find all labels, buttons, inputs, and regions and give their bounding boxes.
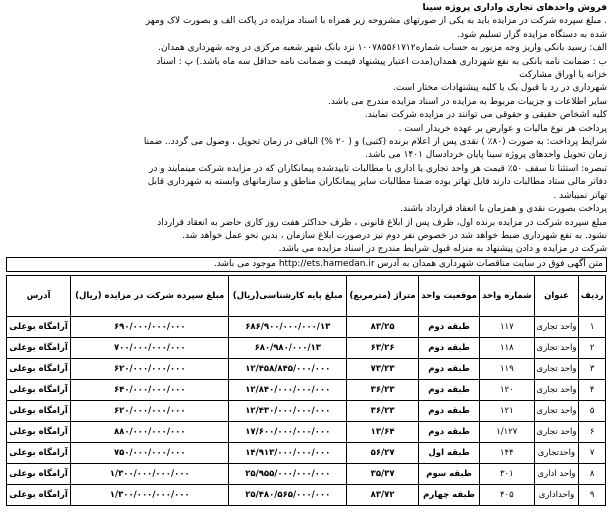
cell-unit-number: ۴۰۵ [480, 485, 534, 506]
notice-line: مبلغ سپرده شرکت در مزایده برنده اول، ظرف پس از ابلاغ قانونی ، ظرف حداکثر هفت روز کاری حاضر به انعقاد قرارداد [157, 217, 607, 228]
table-row [7, 380, 606, 401]
cell-row-number: ۷ [579, 443, 606, 464]
header-unit-number: شماره واحد [480, 276, 534, 317]
notice-line: . مبلغ سپرده شرکت در مزایده باید به یکی از صورتهای مشروحه زیر همراه با اسناد مزایده در پاکت الف و بصورت لاک ومهر [145, 16, 607, 27]
cell-row-number: ۶ [579, 422, 606, 443]
notice-line: پرداخت بصورت نقدی و همزمان با انعقاد قرارداد باشند. [400, 204, 607, 215]
header-deposit: مبلغ سپرده شرکت در مزایده (ریال) [71, 276, 229, 317]
cell-deposit: ۶۴۰/۰۰۰/۰۰۰/۰۰۰ [71, 380, 229, 401]
notice-line: کلیه اشخاص حقیقی و حقوقی می توانند در مزایده شرکت نمایند. [364, 110, 607, 121]
table-row [7, 443, 606, 464]
cell-title: واحد تجاری [534, 338, 579, 359]
cell-address: آرامگاه بوعلی [7, 422, 71, 443]
cell-base-price: ۲۵/۹۵۵/۰۰۰/۰۰۰/۰۰۰ [229, 464, 347, 485]
notice-line: شهرداری در رد یا قبول یک یا کلیه پیشنهادات مختار است. [393, 83, 607, 94]
cell-unit-location: طبقه دوم [419, 380, 480, 401]
cell-base-price: ۶۸۶/۹۰۰/۰۰۰/۰۰۰/۱۳ [229, 317, 347, 338]
cell-unit-location: طبقه دوم [419, 317, 480, 338]
cell-unit-number: ۱۱۹ [480, 359, 534, 380]
cell-unit-number: ۳۰۱ [480, 464, 534, 485]
cell-deposit: ۱/۳۰۰/۰۰۰/۰۰۰/۰۰۰ [71, 464, 229, 485]
cell-title: واحد تجاری [534, 380, 579, 401]
cell-area: ۶۳/۲۶ [347, 338, 419, 359]
cell-area: ۵۶/۲۷ [347, 443, 419, 464]
cell-area: ۳۶/۲۳ [347, 380, 419, 401]
cell-address: آرامگاه بوعلی [7, 464, 71, 485]
table-row [7, 401, 606, 422]
cell-base-price: ۲۵/۴۸۰/۵۶۵/۰۰۰/۰۰۰ [229, 485, 347, 506]
cell-row-number: ۳ [579, 359, 606, 380]
cell-base-price: ۱۲/۸۴۰/۰۰۰/۰۰۰/۰۰۰ [229, 380, 347, 401]
notice-line: شرکت در مزایده و دادن پیشنهاد به منزله قبول شرایط مندرج در اسناد مزایده می باشد. [278, 244, 607, 255]
header-area: متراژ (مترمربع) [347, 276, 419, 317]
header-row-number: ردیف [579, 276, 606, 317]
table-row [7, 359, 606, 380]
table-row [7, 338, 606, 359]
cell-address: آرامگاه بوعلی [7, 485, 71, 506]
cell-unit-location: طبقه دوم [419, 338, 480, 359]
cell-address: آرامگاه بوعلی [7, 443, 71, 464]
cell-row-number: ۵ [579, 401, 606, 422]
cell-row-number: ۱ [579, 317, 606, 338]
cell-deposit: ۱/۳۰۰/۰۰۰/۰۰۰/۰۰۰ [71, 485, 229, 506]
notice-line: نشود. به نفع شهرداری ضبط خواهد شد در خصوص نفر دوم نیز درصورت ابلاغ سازمان ، بدین نحو عمل خواهد شد. [182, 230, 607, 241]
cell-base-price: ۶۸۰/۹۸۰/۰۰۰/۱۳ [229, 338, 347, 359]
notice-line: دفاتر مالی ستاد مطالبات دارند قابل تهاتر بوده ضمنا مطالبات سایر پیمانکاران مناطق و سازمانهای وابسته به شهرداری قابل [147, 177, 607, 188]
cell-area: ۳۶/۲۳ [347, 401, 419, 422]
cell-unit-location: طبقه اول [419, 443, 480, 464]
cell-unit-number: ۱۲۰ [480, 380, 534, 401]
cell-address: آرامگاه بوعلی [7, 380, 71, 401]
cell-address: آرامگاه بوعلی [7, 317, 71, 338]
cell-address: آرامگاه بوعلی [7, 338, 71, 359]
cell-title: واحد تجاری [534, 422, 579, 443]
cell-title: واحد تجاری [534, 317, 579, 338]
notice-line: تهاتر نمیباشد . [553, 190, 607, 201]
notice-line: زمان تحویل واحدهای پروژه سینا پایان خردادسال ۱۴۰۱ می باشد. [365, 150, 607, 161]
cell-unit-location: طبقه چهارم [419, 485, 480, 506]
header-address: آدرس [7, 276, 71, 317]
cell-deposit: ۸۸۰/۰۰۰/۰۰۰/۰۰۰ [71, 422, 229, 443]
cell-area: ۱۳/۶۴ [347, 422, 419, 443]
auction-table [6, 275, 606, 506]
cell-unit-location: طبقه دوم [419, 422, 480, 443]
cell-base-price: ۱۲/۴۵۸/۸۴۵/۰۰۰/۰۰۰ [229, 359, 347, 380]
cell-area: ۳۵/۳۷ [347, 464, 419, 485]
cell-row-number: ۹ [579, 485, 606, 506]
website-link-line: متن آگهی فوق در سایت مناقصات شهرداری همدان به آدرس http://ets.hamedan.ir موجود می باشد. [6, 257, 607, 272]
table-row [7, 422, 606, 443]
cell-unit-location: طبقه سوم [419, 464, 480, 485]
cell-base-price: ۱۲/۴۳۰/۰۰۰/۰۰۰/۰۰۰ [229, 401, 347, 422]
cell-unit-number: ۱/۱۲۷ [480, 422, 534, 443]
cell-area: ۸۳/۲۵ [347, 317, 419, 338]
cell-row-number: ۸ [579, 464, 606, 485]
cell-area: ۸۳/۷۲ [347, 485, 419, 506]
table-row [7, 317, 606, 338]
cell-row-number: ۴ [579, 380, 606, 401]
cell-unit-number: ۱۲۱ [480, 401, 534, 422]
cell-title: واحدتجاری [534, 443, 579, 464]
cell-deposit: ۶۹۰/۰۰۰/۰۰۰/۰۰۰ [71, 317, 229, 338]
notice-title: فروش واحدهای تجاری واداری پروژه سینا [422, 3, 607, 13]
cell-title: واحداداری [534, 485, 579, 506]
cell-base-price: ۱۷/۶۰۰/۰۰۰/۰۰۰/۰۰۰ [229, 422, 347, 443]
cell-address: آرامگاه بوعلی [7, 359, 71, 380]
cell-title: واحد اداری [534, 464, 579, 485]
cell-unit-number: ۱۴۴ [480, 443, 534, 464]
notice-line: شده به دستگاه مزایده گزار تسلیم شود. [457, 29, 607, 40]
notice-line: ب : ضمانت نامه بانکی به نفع شهرداری همدان(مدت اعتبار پیشنهاد قیمت و ضمانت نامه حداقل سه ماه باشد.) پ : اسناد [156, 56, 607, 67]
notice-line: سایر اطلاعات و جزییات مربوط به مزایده در اسناد مزایده مندرج می باشد. [327, 96, 607, 107]
cell-unit-location: طبقه دوم [419, 359, 480, 380]
notice-line: شرایط پرداخت: به صورت (۸۰٪ ) نقدی پس از اعلام برنده (کتبی) و ( ۲۰ %) الباقی در زمان تحویل ، وصول می گردد.. ضمنا [143, 137, 607, 148]
notice-line: الف: رسید بانکی واریز وجه مزبور به حساب شماره۱۰۰۷۸۵۵۶۱۷۱۲ نزد بانک شهر شعبه مرکزی در وجه شهرداری همدان. [158, 43, 607, 54]
header-title: عنوان [534, 276, 579, 317]
table-row [7, 464, 606, 485]
cell-unit-number: ۱۱۸ [480, 338, 534, 359]
cell-base-price: ۱۴/۹۱۳/۰۰۰/۰۰۰/۰۰۰ [229, 443, 347, 464]
cell-area: ۷۳/۲۳ [347, 359, 419, 380]
cell-deposit: ۷۰۰/۰۰۰/۰۰۰/۰۰۰ [71, 338, 229, 359]
cell-deposit: ۷۵۰/۰۰۰/۰۰۰/۰۰۰ [71, 443, 229, 464]
header-unit-location: موقعیت واحد [419, 276, 480, 317]
cell-address: آرامگاه بوعلی [7, 401, 71, 422]
table-header-row [7, 276, 606, 317]
cell-unit-number: ۱۱۷ [480, 317, 534, 338]
table-body [7, 317, 606, 506]
cell-deposit: ۶۲۰/۰۰۰/۰۰۰/۰۰۰ [71, 359, 229, 380]
cell-row-number: ۲ [579, 338, 606, 359]
cell-unit-location: طبقه دوم [419, 401, 480, 422]
header-base-price: مبلغ پایه کارشناسی(ریال) [229, 276, 347, 317]
cell-title: واحد تجاری [534, 359, 579, 380]
table-row [7, 485, 606, 506]
notice-line: تبصره: استثنا تا سقف ۵۰٪ قیمت هر واحد تجاری یا اداری با مطالبات تاییدشده پیمانکاران که در مزایده شرکت مینمایند و در [149, 163, 607, 174]
cell-title: واحد تجاری [534, 401, 579, 422]
cell-deposit: ۶۲۰/۰۰۰/۰۰۰/۰۰۰ [71, 401, 229, 422]
notice-line: پرداخت هر نوع مالیات و عوارض بر عهده خریدار است . [398, 123, 607, 134]
notice-line: خزانه یا اوراق مشارکت [519, 70, 607, 81]
